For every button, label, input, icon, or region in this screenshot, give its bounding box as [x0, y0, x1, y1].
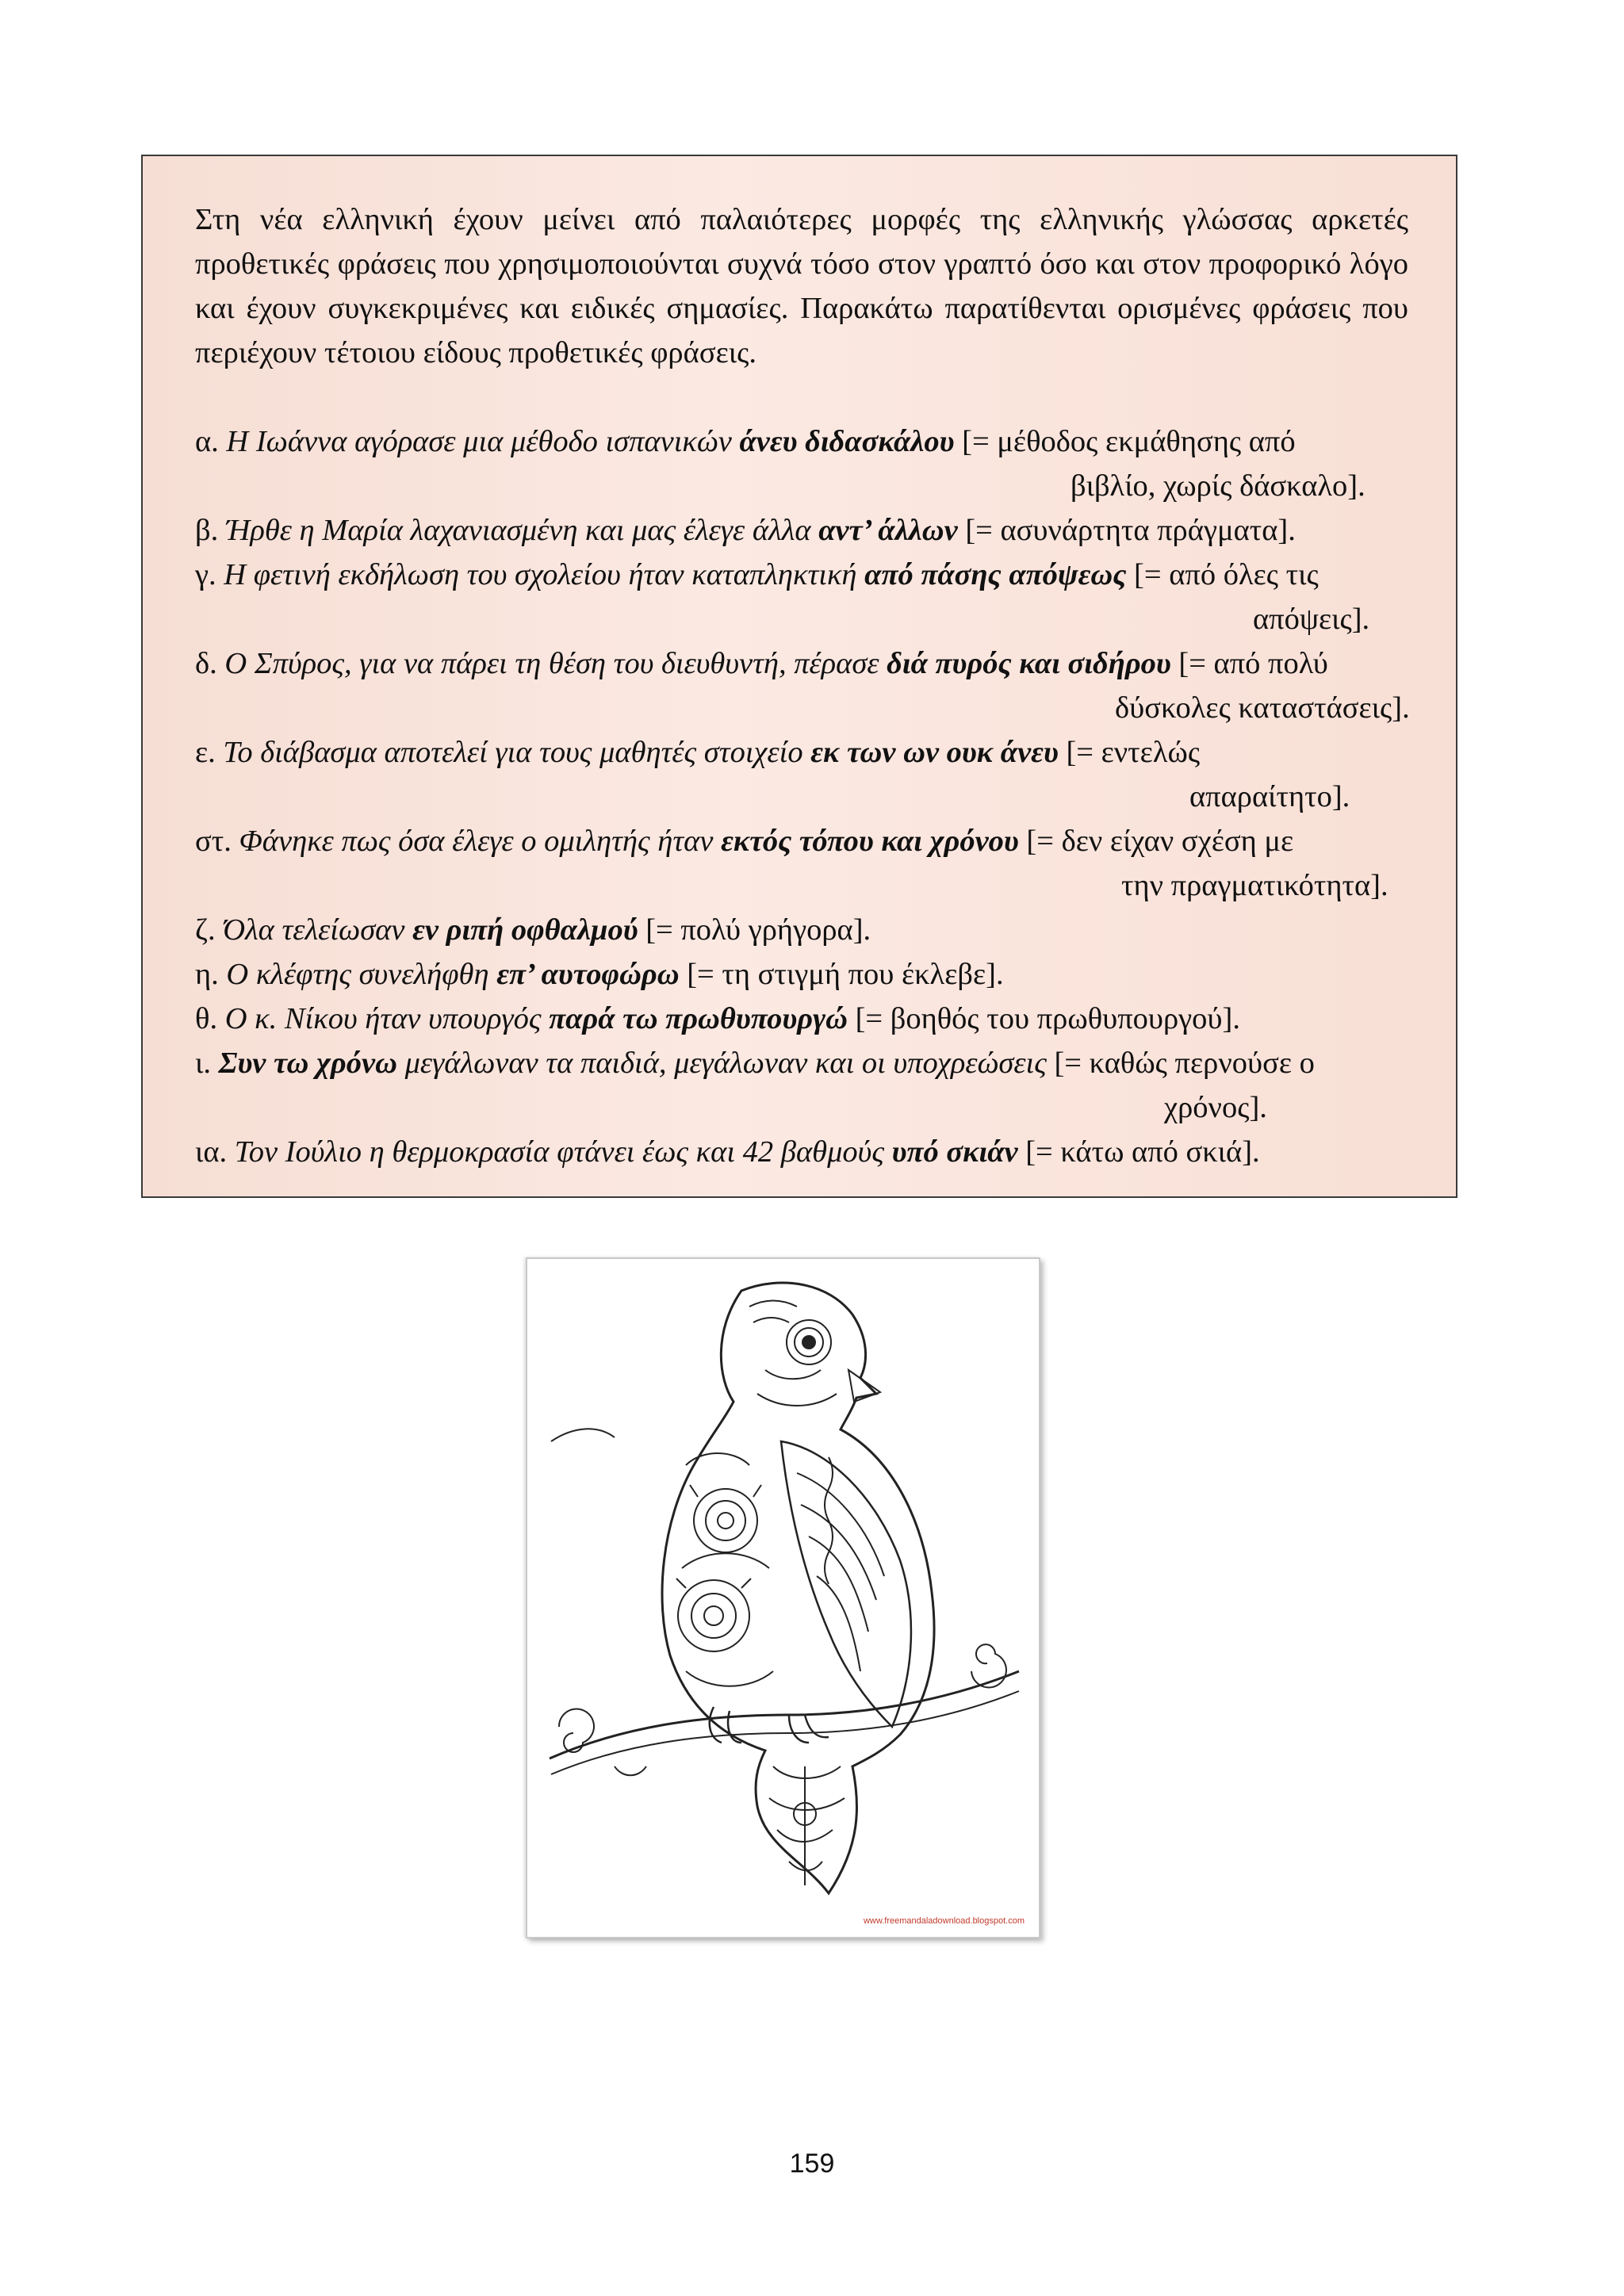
example-sentence: Φάνηκε πως όσα έλεγε ο ομιλητής ήταν [239, 825, 714, 858]
image-watermark: www.freemandaladownload.blogspot.com [863, 1916, 1025, 1926]
example-meaning: [= ασυνάρτητα πράγματα]. [965, 514, 1296, 547]
example-line [195, 553, 1432, 597]
example-meaning: [= από πολύ [1178, 647, 1328, 680]
example-meaning: [= βοηθός του πρωθυπουργού]. [855, 1002, 1240, 1035]
example-sentence: μεγάλωναν τα παιδιά, μεγάλωναν και οι υποχρεώσεις [404, 1047, 1047, 1080]
example-sentence: Ο Σπύρος, για να πάρει τη θέση του διευθυντή, πέρασε [224, 647, 879, 680]
example-marker: στ. [195, 825, 232, 858]
example-marker: α. [195, 425, 219, 458]
example-line [195, 908, 1432, 952]
example-sentence: Το διάβασμα αποτελεί για τους μαθητές στοιχείο [223, 736, 803, 769]
example-meaning: [= τη στιγμή που έκλεβε]. [687, 958, 1004, 991]
example-phrase: παρά τω πρωθυπουργώ [549, 1002, 848, 1035]
example-meaning: [= εντελώς [1066, 736, 1201, 769]
example-phrase: από πάσης απόψεως [864, 558, 1127, 591]
example-phrase: Συν τω χρόνω [218, 1047, 397, 1080]
example-sentence: Η Ιωάννα αγόρασε μια μέθοδο ισπανικών [226, 425, 732, 458]
example-continuation: χρόνος]. [1164, 1091, 1267, 1124]
example-continuation: βιβλίο, χωρίς δάσκαλο]. [1071, 469, 1365, 503]
example-continuation: την πραγματικότητα]. [1121, 869, 1388, 902]
example-phrase: διά πυρός και σιδήρου [887, 647, 1171, 680]
example-meaning: [= καθώς περνούσε ο [1054, 1047, 1315, 1080]
example-marker: ε. [195, 736, 216, 769]
example-meaning: [= μέθοδος εκμάθησης από [962, 425, 1296, 458]
text-box [141, 155, 1457, 1198]
mandala-bird-drawing [527, 1259, 1039, 1937]
example-continuation: δύσκολες καταστάσεις]. [1115, 691, 1410, 725]
example-line [195, 1041, 1432, 1085]
example-phrase: εν ριπή οφθαλμού [412, 913, 638, 947]
example-phrase: εκ των ων ουκ άνευ [810, 736, 1059, 769]
example-marker: γ. [195, 558, 216, 591]
example-sentence: Όλα τελείωσαν [223, 913, 405, 947]
example-meaning: [= δεν είχαν σχέση με [1026, 825, 1294, 858]
example-phrase: εκτός τόπου και χρόνου [721, 825, 1019, 858]
example-line [195, 419, 1432, 464]
example-sentence: Ο κλέφτης συνελήφθη [226, 958, 489, 991]
example-line [195, 641, 1432, 686]
example-marker: θ. [195, 1002, 218, 1035]
example-marker: ζ. [195, 913, 216, 947]
example-continuation: απόψεις]. [1253, 603, 1370, 636]
intro-paragraph: Στη νέα ελληνική έχουν μείνει από παλαιότερες μορφές της ελληνικής γλώσσας αρκετές προθετικές φράσεις που χρησιμοποιούνται συχνά τόσο στον γραπτό όσο και στον προφορικό λόγο και έχουν συγκεκριμένες και ειδικές σημασίες. Παρακάτω παρατίθενται ορισμένες φράσεις που περιέχουν τέτοιου είδους προθετικές φράσεις. [195, 203, 1408, 369]
example-line [195, 508, 1432, 553]
example-line [195, 997, 1432, 1041]
example-sentence: Ήρθε η Μαρία λαχανιασμένη και μας έλεγε άλλα [225, 514, 811, 547]
example-phrase: υπό σκιάν [891, 1135, 1018, 1169]
example-line [195, 1130, 1432, 1174]
example-line [195, 730, 1432, 775]
example-phrase: άνευ διδασκάλου [739, 425, 955, 458]
example-continuation: απαραίτητο]. [1189, 780, 1350, 813]
example-line [195, 819, 1432, 863]
example-sentence: Ο κ. Νίκου ήταν υπουργός [224, 1002, 542, 1035]
example-sentence: Τον Ιούλιο η θερμοκρασία φτάνει έως και 42 βαθμούς [234, 1135, 884, 1169]
example-marker: η. [195, 958, 219, 991]
example-marker: β. [195, 514, 219, 547]
example-marker: ι. [195, 1047, 211, 1080]
example-meaning: [= πολύ γρήγορα]. [645, 913, 871, 947]
page-number: 159 [789, 2149, 835, 2179]
example-line [195, 952, 1432, 997]
example-marker: δ. [195, 647, 217, 680]
example-phrase: αντ’ άλλων [818, 514, 958, 547]
example-marker: ια. [195, 1135, 228, 1169]
example-phrase: επ’ αυτοφώρω [496, 958, 680, 991]
bird-illustration [526, 1257, 1040, 1938]
example-meaning: [= κάτω από σκιά]. [1025, 1135, 1260, 1169]
example-sentence: Η φετινή εκδήλωση του σχολείου ήταν καταπληκτική [224, 558, 857, 591]
example-meaning: [= από όλες τις [1134, 558, 1319, 591]
